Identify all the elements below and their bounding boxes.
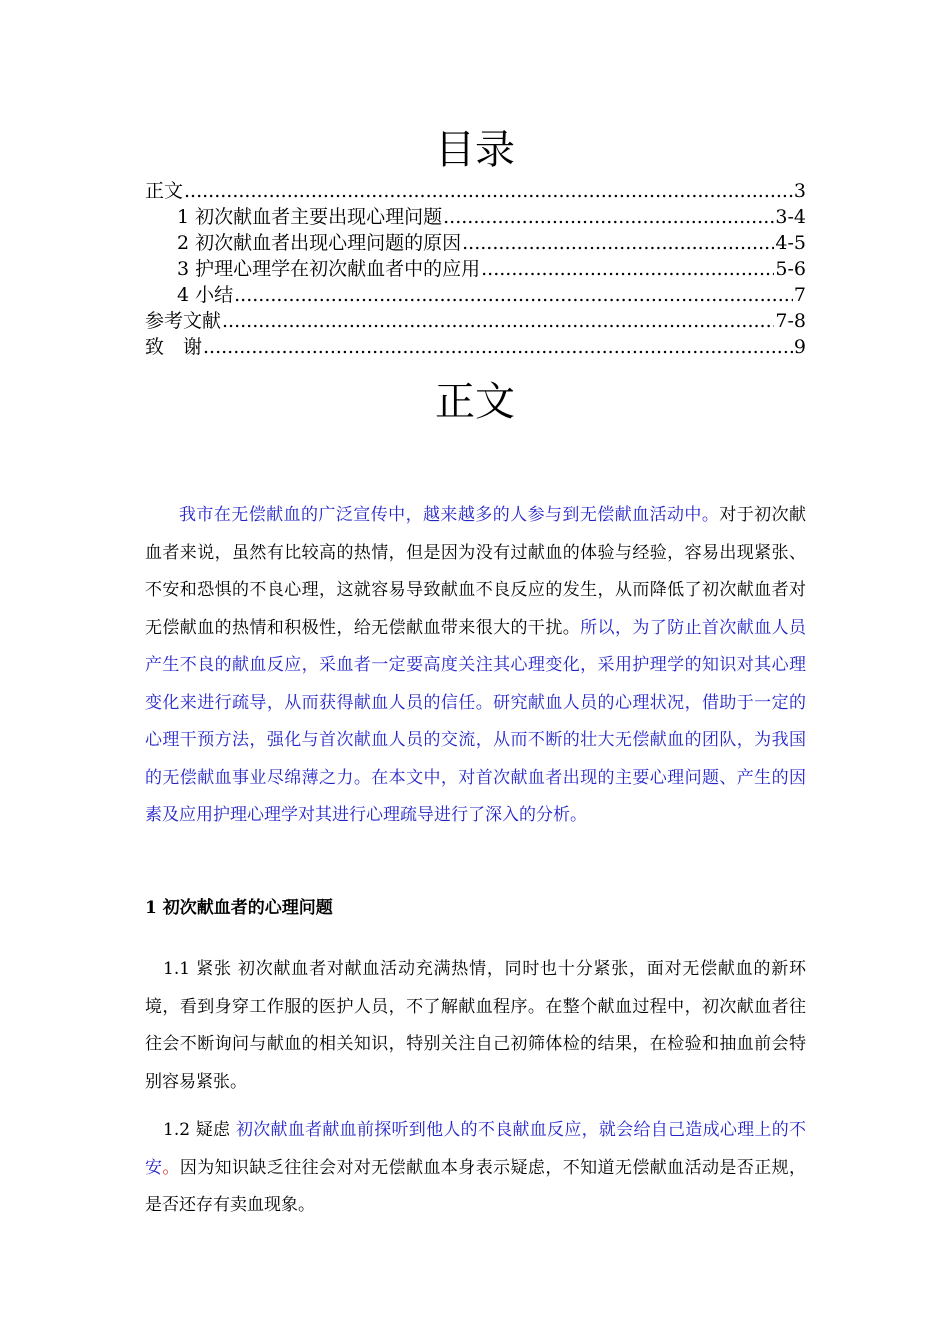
- intro-sentence-1: 我市在无偿献血的广泛宣传中，越来越多的人参与到无偿献血活动中。: [179, 505, 720, 525]
- toc-dot-leader: [222, 308, 774, 334]
- toc-entry-label: 2 初次献血者出现心理问题的原因: [177, 232, 462, 254]
- toc-entry-label: 致 谢: [145, 336, 203, 358]
- intro-paragraph: [145, 497, 806, 835]
- toc-entry-section-1[interactable]: [145, 204, 806, 230]
- toc-entry-references[interactable]: [145, 308, 806, 334]
- subsection-1-2-text-rest: 因为知识缺乏往往会对对无偿献血本身表示疑虑，不知道无偿献血活动是否正规，是否还存有卖血现象。: [145, 1157, 807, 1215]
- toc-page-number: 4-5: [775, 232, 806, 254]
- toc-entry-acknowledgements[interactable]: [145, 334, 806, 360]
- toc-page-number: 3-4: [775, 206, 806, 228]
- toc-page-number: 9: [793, 336, 806, 358]
- section-1-heading: 1 初次献血者的心理问题: [145, 898, 333, 918]
- toc-dot-leader: [234, 282, 793, 308]
- toc-dot-leader: [481, 256, 774, 282]
- toc-entry-label: 参考文献: [145, 310, 222, 332]
- toc-page-number: 7-8: [775, 310, 806, 332]
- subsection-1-1-label: 1.1 紧张: [163, 959, 232, 979]
- subsection-1-2-label: 1.2 疑虑: [163, 1120, 231, 1140]
- toc-title: 目录: [435, 127, 515, 173]
- toc-entry-main-text[interactable]: [145, 178, 806, 204]
- intro-sentence-2: 对于初次献血者来说，虽然有比较高的热情，但是因为没有过献血的体验与经验，容易出现紧张、不安和恐惧的不良心理，这就容易导致献血不良反应的发生，从而降低了初次献血者对无偿献血的热情和积极性，给无偿献血带来很大的干扰。: [145, 505, 807, 638]
- toc-entry-label: 3 护理心理学在初次献血者中的应用: [177, 258, 481, 280]
- toc-entry-label: 1 初次献血者主要出现心理问题: [177, 206, 443, 228]
- toc-dot-leader: [443, 204, 774, 230]
- toc-page-number: 7: [793, 284, 806, 306]
- toc-page-number: 3: [793, 180, 806, 202]
- body-title: 正文: [435, 379, 515, 425]
- toc-entry-section-3[interactable]: [145, 256, 806, 282]
- toc-dot-leader: [184, 178, 793, 204]
- subsection-1-2-period: 。: [162, 1157, 180, 1178]
- subsection-1-1-text: 初次献血者对献血活动充满热情，同时也十分紧张，面对无偿献血的新环境，看到身穿工作服的医护人员，不了解献血程序。在整个献血过程中，初次献血者往往会不断询问与献血的相关知识，特别关注自己初筛体检的结果，在检验和抽血前会特别容易紧张。: [145, 959, 807, 1092]
- toc-entry-section-4[interactable]: [145, 282, 806, 308]
- subsection-1-2-text-highlight: 初次献血者献血前探听到他人的不良献血反应，就会给自己造成心理上的不安: [145, 1120, 806, 1178]
- toc-entry-label: 4 小结: [177, 284, 234, 306]
- toc-dot-leader: [203, 334, 793, 360]
- intro-sentence-3: 所以，为了防止首次献血人员产生不良的献血反应，采血者一定要高度关注其心理变化，采用护理学的知识对其心理变化来进行疏导，从而获得献血人员的信任。研究献血人员的心理状况，借助于一定的心理干预方法，强化与首次献血人员的交流，从而不断的壮大无偿献血的团队，为我国的无偿献血事业尽绵薄之力。在本文中，对首次献血者出现的主要心理问题、产生的因素及应用护理心理学对其进行心理疏导进行了深入的分析。: [145, 617, 807, 825]
- table-of-contents: [145, 178, 806, 360]
- subsection-1-2-paragraph: [145, 1112, 806, 1225]
- toc-page-number: 5-6: [775, 258, 806, 280]
- subsection-1-1-paragraph: [145, 951, 806, 1101]
- toc-entry-label: 正文: [145, 180, 184, 202]
- toc-dot-leader: [462, 230, 774, 256]
- toc-entry-section-2[interactable]: [145, 230, 806, 256]
